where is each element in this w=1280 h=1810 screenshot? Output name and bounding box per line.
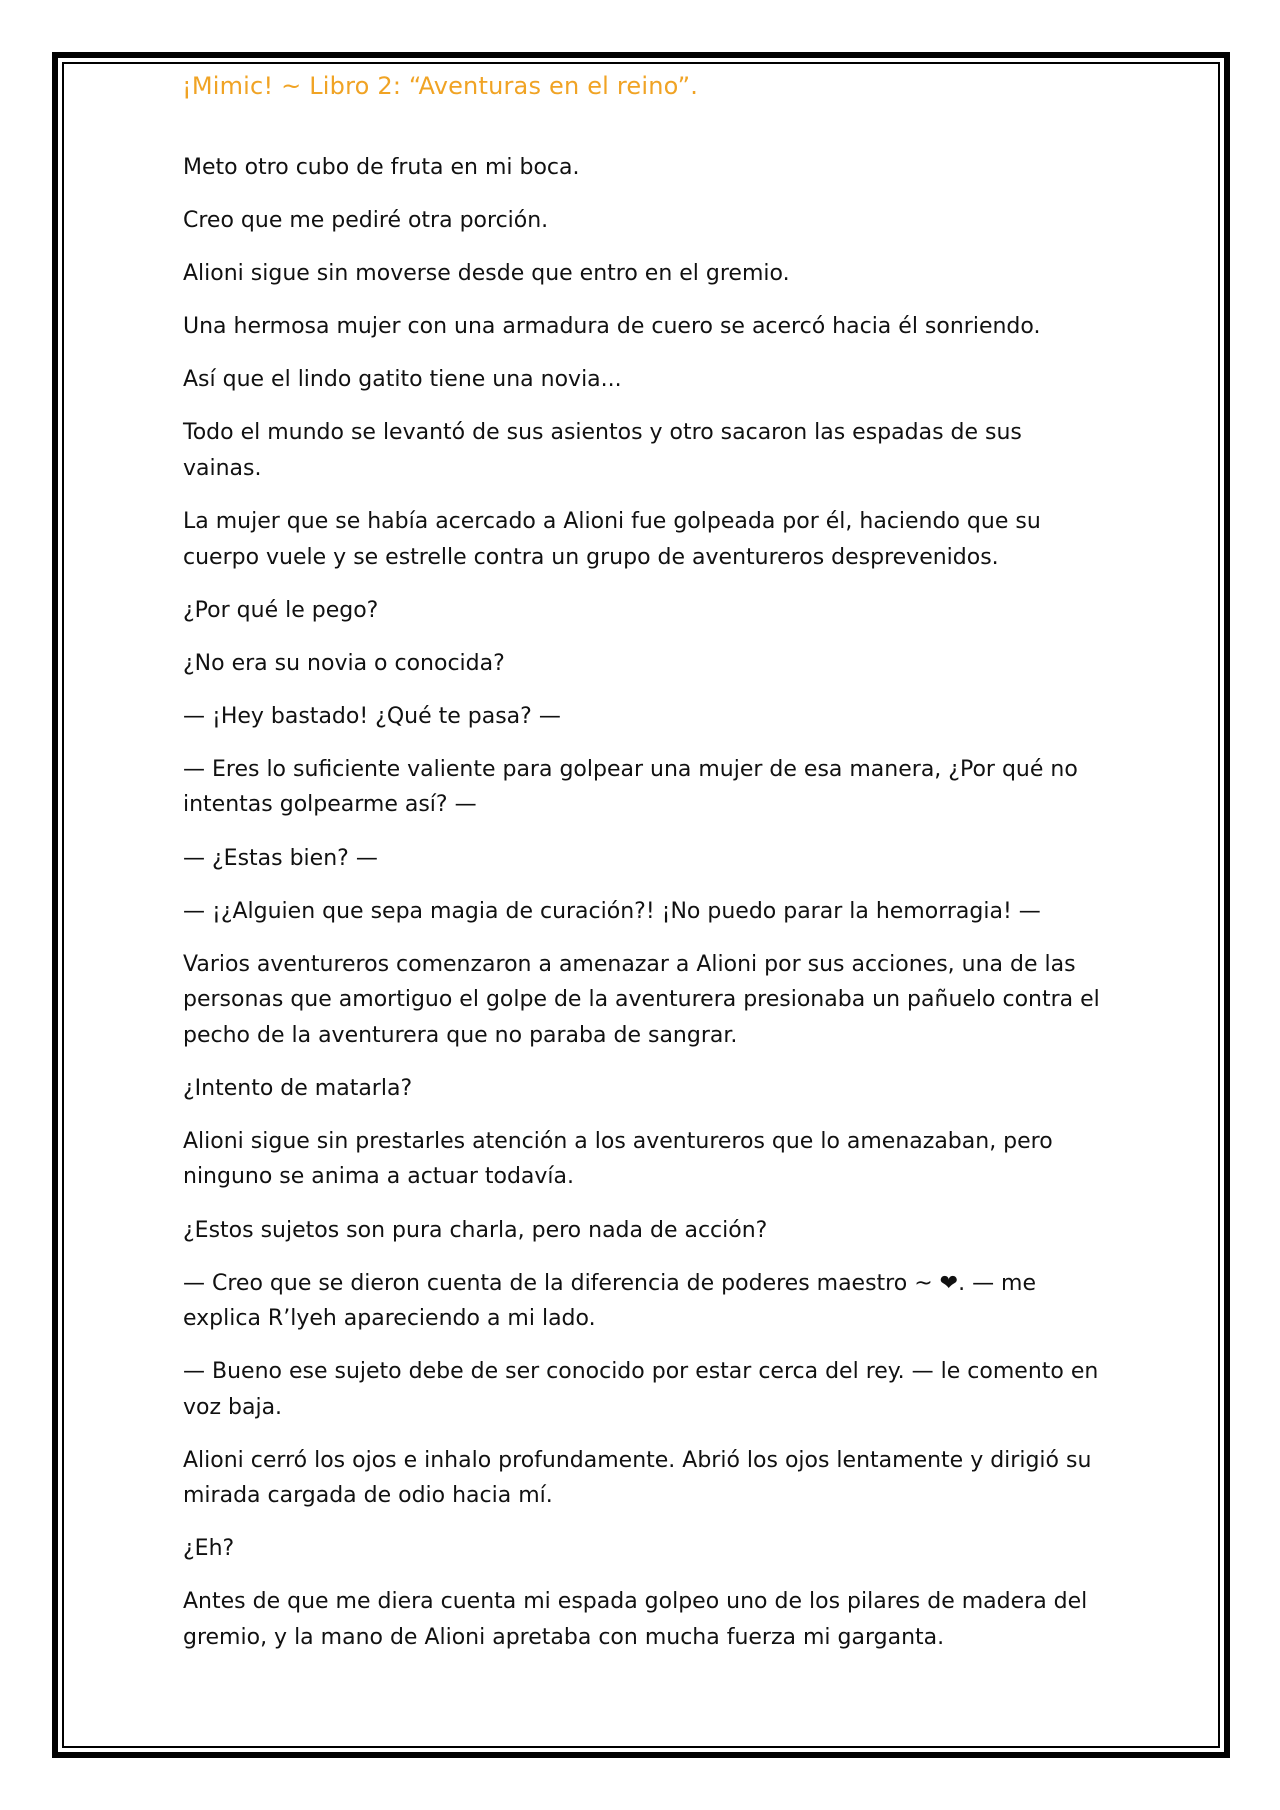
dialogue-text: . — me explica R’lyeh apareciendo a mi lado.: [183, 1270, 1037, 1332]
dialogue-line: — Bueno ese sujeto debe de ser conocido por estar cerca del rey. — le comento en voz baja.: [183, 1359, 1099, 1420]
paragraph: Alioni sigue sin moverse desde que entro en el gremio.: [183, 261, 790, 287]
paragraph: Una hermosa mujer con una armadura de cuero se acercó hacia él sonriendo.: [183, 314, 1041, 340]
paragraph: ¿Intento de matarla?: [183, 1075, 413, 1101]
paragraph: Todo el mundo se levantó de sus asientos y otro sacaron las espadas de sus vainas.: [183, 420, 1022, 481]
dialogue-line: — ¿Estas bien? —: [183, 845, 378, 871]
story-text: [183, 150, 1103, 1673]
paragraph: ¿No era su novia o conocida?: [183, 650, 505, 676]
paragraph: Meto otro cubo de fruta en mi boca.: [183, 155, 580, 180]
paragraph: Varios aventureros comenzaron a amenazar a Alioni por sus acciones, una de las personas que amortiguo el golpe de la aventurera presionaba un pañuelo contra el pecho de la aventurera que no paraba de sangrar.: [183, 951, 1100, 1048]
paragraph: Antes de que me diera cuenta mi espada golpeo uno de los pilares de madera del gremio, y la mano de Alioni apretaba con mucha fuerza mi garganta.: [183, 1589, 1088, 1650]
dialogue-line: [183, 1266, 1103, 1337]
paragraph: ¿Por qué le pego?: [183, 597, 379, 623]
paragraph: Alioni cerró los ojos e inhalo profundamente. Abrió los ojos lentamente y dirigió su mirada cargada de odio hacia mí.: [183, 1447, 1092, 1509]
paragraph: Creo que me pediré otra porción.: [183, 208, 549, 234]
dialogue-line: — ¡Hey bastado! ¿Qué te pasa? —: [183, 703, 561, 729]
paragraph: La mujer que se había acercado a Alioni fue golpeada por él, haciendo que su cuerpo vuele y se estrelle contra un grupo de aventureros desprevenidos.: [183, 509, 1041, 570]
paragraph: Alioni sigue sin prestarles atención a los aventureros que lo amenazaban, pero ninguno se anima a actuar todavía.: [183, 1128, 1053, 1190]
heart-icon: ❤: [939, 1270, 959, 1296]
paragraph: ¿Eh?: [183, 1536, 235, 1562]
paragraph: ¿Estos sujetos son pura charla, pero nada de acción?: [183, 1217, 768, 1243]
dialogue-line: — ¡¿Alguien que sepa magia de curación?! ¡No puedo parar la hemorragia! —: [183, 898, 1041, 924]
paragraph: Así que el lindo gatito tiene una novia...: [183, 367, 622, 393]
page-header-title: ¡Mimic! ~ Libro 2: “Aventuras en el reino”.: [182, 72, 699, 100]
dialogue-line: — Eres lo suficiente valiente para golpear una mujer de esa manera, ¿Por qué no intentas golpearme así? —: [183, 756, 1078, 818]
dialogue-text: — Creo que se dieron cuenta de la diferencia de poderes maestro ~: [183, 1270, 940, 1296]
